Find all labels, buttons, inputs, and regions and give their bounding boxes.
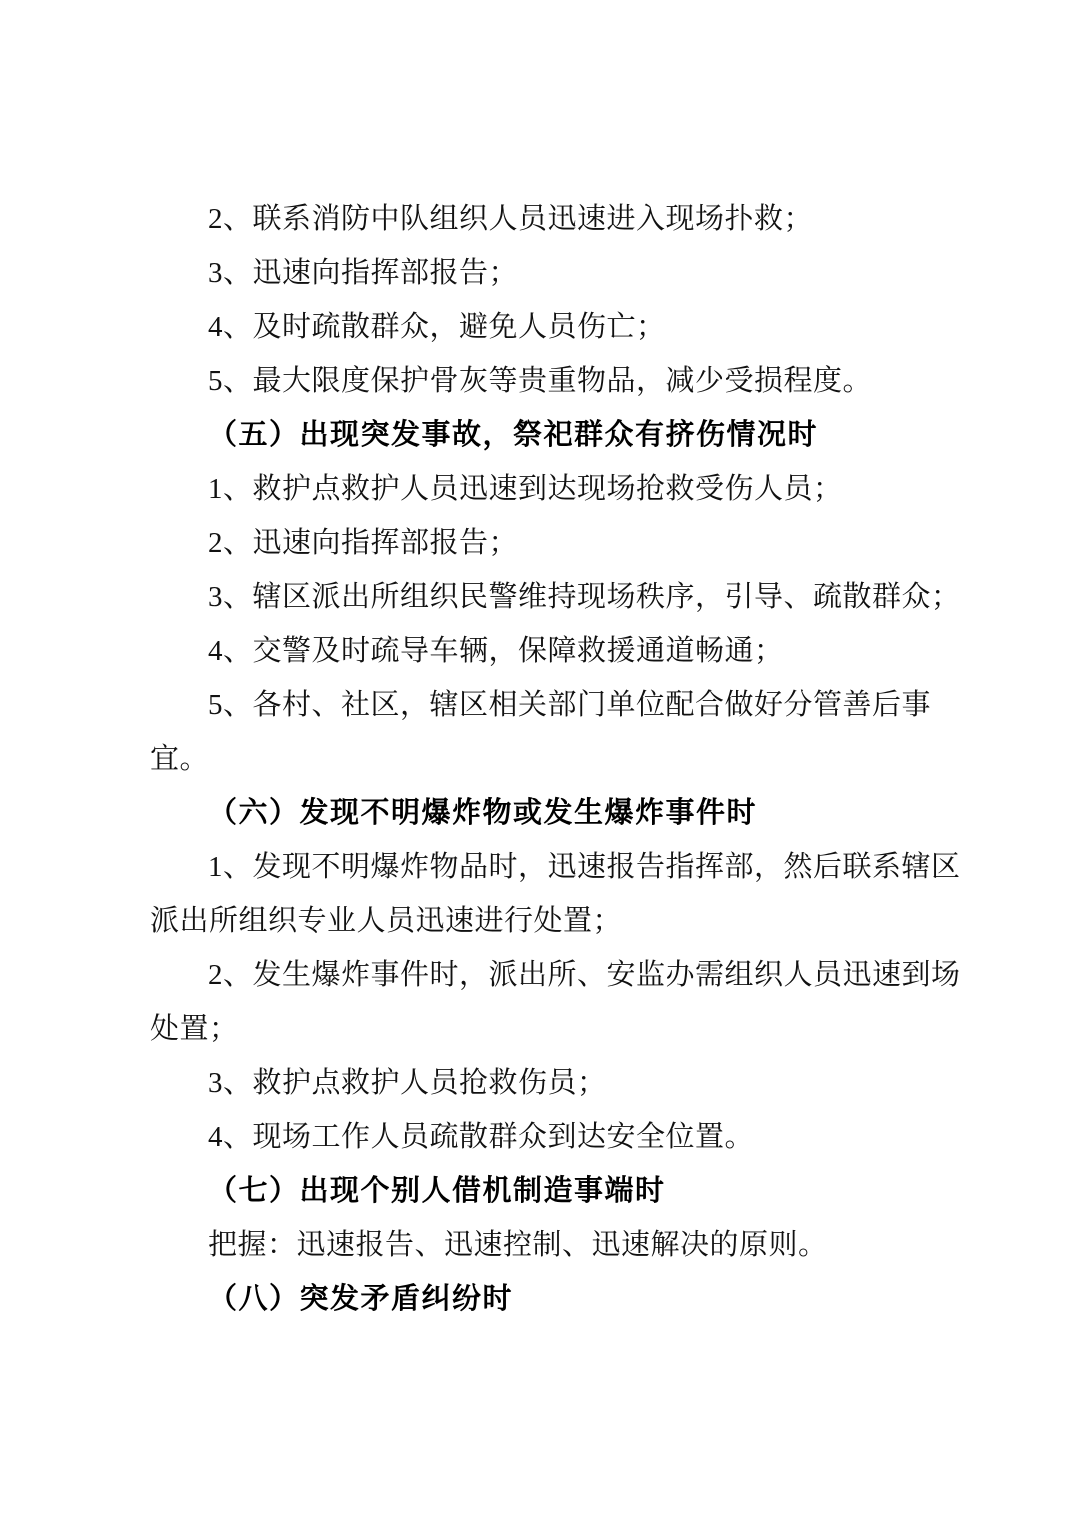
document-body	[150, 192, 961, 1326]
paragraph-line: 2、联系消防中队组织人员迅速进入现场扑救；	[208, 203, 814, 235]
paragraph-line: 3、辖区派出所组织民警维持现场秩序，引导、疏散群众；	[208, 581, 961, 613]
section-heading: （五）出现突发事故，祭祀群众有挤伤情况时	[208, 419, 819, 451]
paragraph-line: 4、现场工作人员疏散群众到达安全位置。	[208, 1121, 755, 1153]
paragraph-line: 4、交警及时疏导车辆，保障救援通道畅通；	[208, 635, 784, 667]
paragraph-line: 派出所组织专业人员迅速进行处置；	[150, 905, 623, 937]
paragraph-line: 处置；	[150, 1013, 239, 1045]
paragraph-line: 3、救护点救护人员抢救伤员；	[208, 1067, 607, 1099]
paragraph-line: 4、及时疏散群众，避免人员伤亡；	[208, 311, 666, 343]
section-heading: （七）出现个别人借机制造事端时	[208, 1175, 666, 1207]
paragraph-line: 3、迅速向指挥部报告；	[208, 257, 519, 289]
section-heading: （六）发现不明爆炸物或发生爆炸事件时	[208, 797, 758, 829]
paragraph-line: 把握：迅速报告、迅速控制、迅速解决的原则。	[208, 1229, 828, 1261]
paragraph-line: 宜。	[150, 743, 210, 775]
paragraph-line: 2、迅速向指挥部报告；	[208, 527, 519, 559]
paragraph-line: 1、发现不明爆炸物品时，迅速报告指挥部，然后联系辖区	[208, 851, 961, 883]
paragraph-line: 5、各村、社区，辖区相关部门单位配合做好分管善后事	[208, 689, 932, 721]
paragraph-line: 2、发生爆炸事件时，派出所、安监办需组织人员迅速到场	[208, 959, 961, 991]
paragraph-line: 5、最大限度保护骨灰等贵重物品，减少受损程度。	[208, 365, 873, 397]
section-heading: （八）突发矛盾纠纷时	[208, 1283, 514, 1315]
paragraph-line: 1、救护点救护人员迅速到达现场抢救受伤人员；	[208, 473, 843, 505]
